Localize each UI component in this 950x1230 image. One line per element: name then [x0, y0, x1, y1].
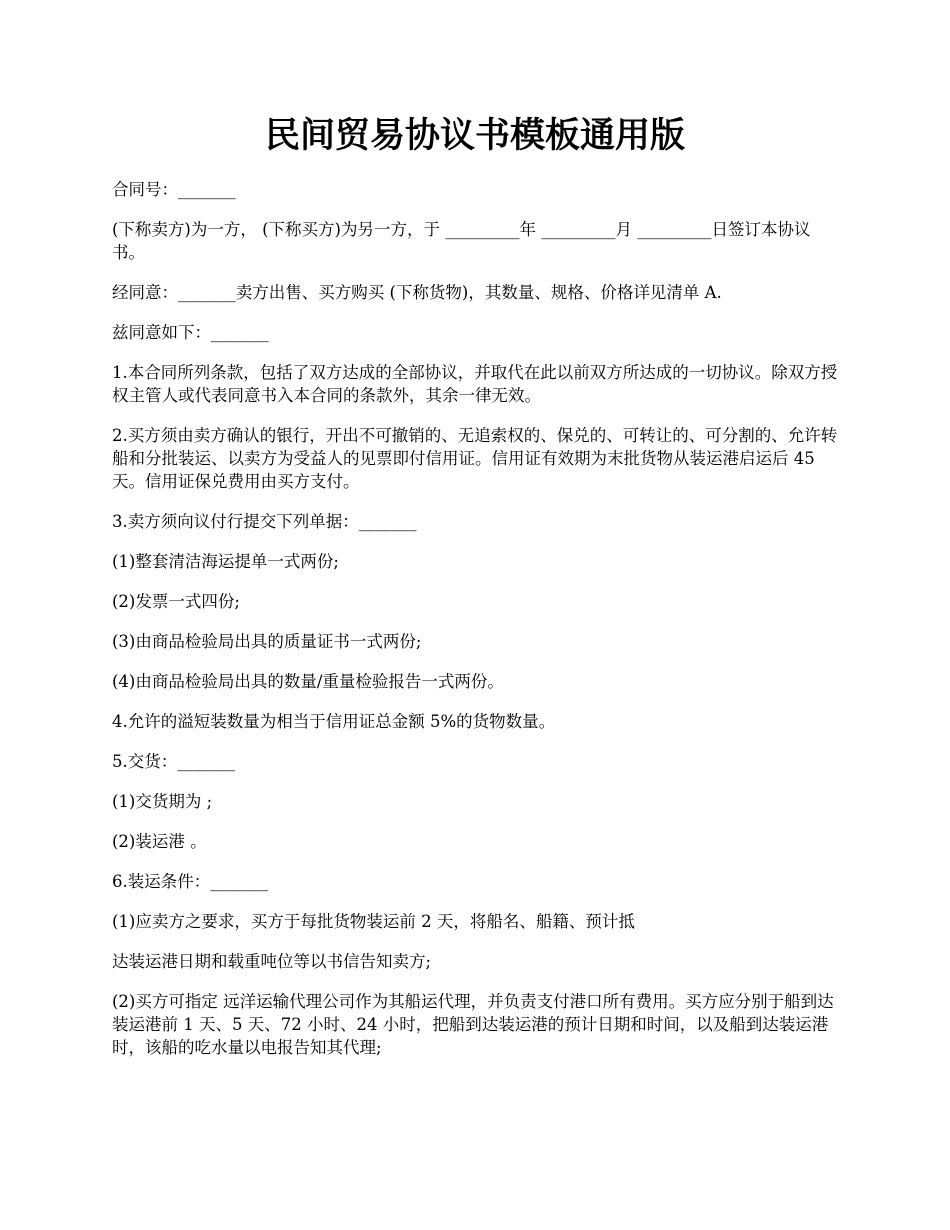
clause-3-item-3: (3)由商品检验局出具的质量证书一式两份; [112, 632, 422, 651]
clause-3-item-2: (2)发票一式四份; [112, 592, 240, 611]
clause-6-item-2: (2)买方可指定 远洋运输代理公司作为其船运代理，并负责支付港口所有费用。买方应分别于船到达装运港前 1 天、5 天、72 小时、24 小时，把船到达装运港的预计日期和时间，以及船到达装运港时，该船的吃水量以电报告知其代理; [112, 992, 834, 1057]
clause-3: 3.卖方须向议付行提交下列单据：_______ [112, 512, 417, 531]
clause-5-item-1: (1)交货期为 ; [112, 792, 213, 811]
document-title: 民间贸易协议书模板通用版 [264, 115, 685, 156]
clause-3-item-1: (1)整套清洁海运提单一式两份; [112, 552, 339, 571]
clause-6: 6.装运条件：_______ [112, 872, 268, 891]
clause-3-item-4: (4)由商品检验局出具的数量/重量检验报告一式两份。 [112, 672, 504, 691]
agree-as-follows: 兹同意如下：_______ [112, 323, 269, 342]
clause-2: 2.买方须由卖方确认的银行，开出不可撤销的、无追索权的、保兑的、可转让的、可分割的、允许转船和分批装运、以卖方为受益人的见票即付信用证。信用证有效期为末批货物从装运港启运后 45 天。信用证保兑费用由买方支付。 [112, 426, 838, 491]
clause-5: 5.交货：_______ [112, 752, 235, 771]
clause-6-item-1-continued: 达装运港日期和载重吨位等以书信告知卖方; [112, 952, 432, 971]
clause-4: 4.允许的溢短装数量为相当于信用证总金额 5%的货物数量。 [112, 712, 556, 731]
clause-1: 1.本合同所列条款，包括了双方达成的全部协议，并取代在此以前双方所达成的一切协议。除双方授权主管人或代表同意书入本合同的条款外，其余一律无效。 [112, 363, 838, 405]
clause-6-item-1: (1)应卖方之要求，买方于每批货物装运前 2 天，将船名、船籍、预计抵 [112, 912, 635, 931]
contract-number: 合同号：_______ [112, 180, 236, 199]
parties-paragraph: (下称卖方)为一方， (下称买方)为另一方，于 _________年 _________月 _________日签订本协议书。 [112, 220, 811, 262]
agreement-paragraph: 经同意：_______卖方出售、买方购买 (下称货物)，其数量、规格、价格详见清单 A. [112, 283, 722, 302]
document-body [112, 178, 842, 1076]
clause-5-item-2: (2)装运港 。 [112, 832, 207, 851]
